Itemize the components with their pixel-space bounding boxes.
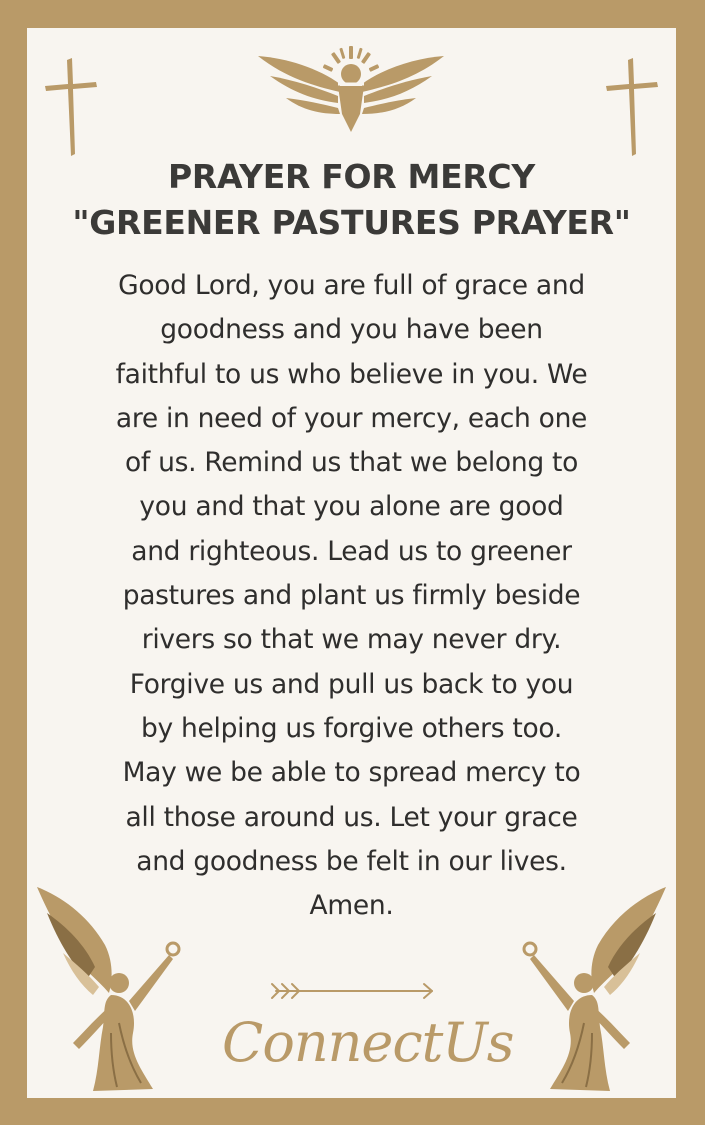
cross-icon	[606, 58, 658, 156]
prayer-line: Amen.	[309, 890, 394, 922]
prayer-line: goodness and you have been	[160, 314, 543, 346]
title-line-2: "GREENER PASTURES PRAYER"	[72, 203, 631, 242]
arrow-icon	[270, 980, 435, 1002]
prayer-line: faithful to us who believe in you. We	[115, 358, 588, 390]
prayer-line: all those around us. Let your grace	[125, 801, 578, 833]
prayer-line: rivers so that we may never dry.	[141, 624, 562, 656]
prayer-line: May we be able to spread mercy to	[122, 757, 581, 789]
angel-icon	[520, 883, 670, 1098]
page-title	[27, 154, 676, 246]
prayer-line: Good Lord, you are full of grace and	[118, 270, 585, 301]
brand-logo: ConnectUs	[222, 1011, 514, 1074]
prayer-line: by helping us forgive others too.	[141, 712, 562, 744]
prayer-line: and goodness be felt in our lives.	[136, 845, 567, 877]
prayer-line: pastures and plant us firmly beside	[122, 580, 581, 612]
prayer-line: of us. Remind us that we belong to	[125, 447, 578, 479]
prayer-line: are in need of your mercy, each one	[115, 402, 588, 434]
title-line-1: PRAYER FOR MERCY	[168, 157, 535, 196]
prayer-text	[57, 264, 646, 928]
prayer-card	[27, 28, 676, 1098]
cross-icon	[45, 58, 97, 156]
prayer-line: and righteous. Lead us to greener	[131, 535, 572, 567]
prayer-line: you and that you alone are good	[139, 491, 564, 523]
prayer-line: Forgive us and pull us back to you	[129, 668, 574, 700]
winged-sun-emblem-icon	[256, 46, 446, 132]
angel-icon	[33, 883, 183, 1098]
